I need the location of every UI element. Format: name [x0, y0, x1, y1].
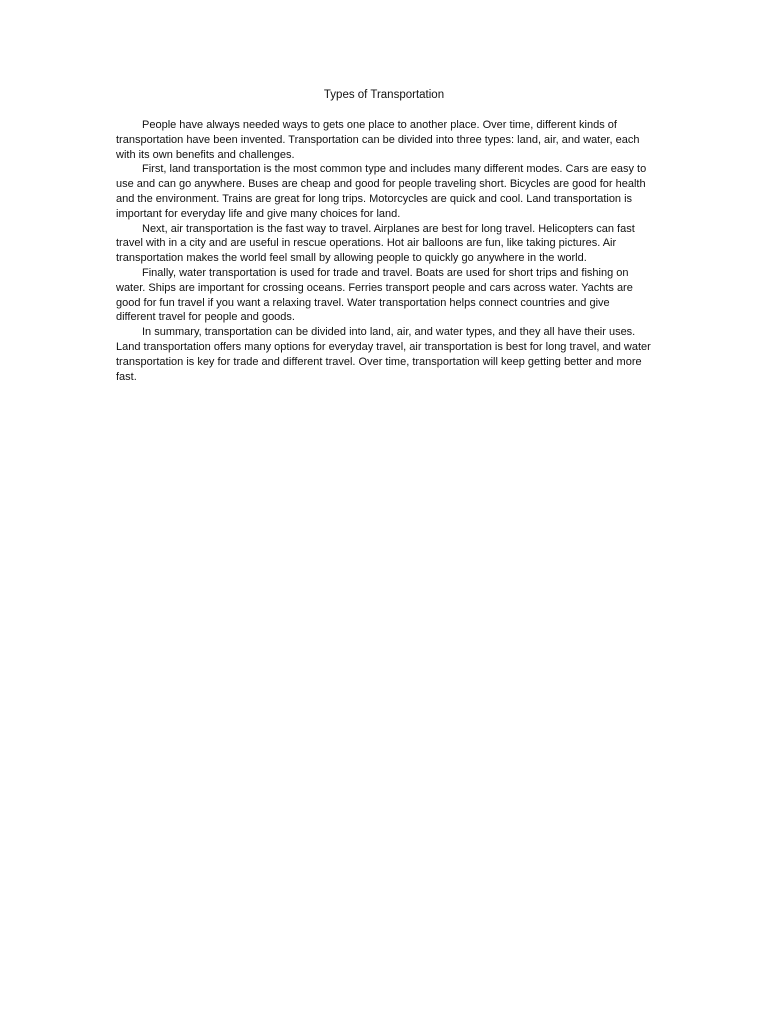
- paragraph-land: First, land transportation is the most common type and includes many different modes. Cars are easy to use and can go anywhere. Buses are cheap and good for people traveling short. Bicycles are good for health and the environment. Trains are great for long trips. Motorcycles are quick and cool. Land transportation is important for everyday life and give many choices for land.: [116, 163, 647, 220]
- paragraph-air: Next, air transportation is the fast way to travel. Airplanes are best for long travel. Helicopters can fast travel with in a city and are useful in rescue operations. Hot air balloons are fun, like taking pictures. Air transportation makes the world feel small by allowing people to quickly go anywhere in the world.: [116, 222, 635, 265]
- paragraph-intro: People have always needed ways to gets one place to another place. Over time, different kinds of transportation have been invented. Transportation can be divided into three types: land, air, and water, each with its own benefits and challenges.: [116, 119, 640, 161]
- paragraph-water: Finally, water transportation is used for trade and travel. Boats are used for short trips and fishing on water. Ships are important for crossing oceans. Ferries transport people and cars across water. Yachts are good for fun travel if you want a relaxing travel. Water transportation helps connect countries and give different travel for people and goods.: [116, 266, 633, 324]
- paragraph-summary: In summary, transportation can be divided into land, air, and water types, and they all have their uses. Land transportation offers many options for everyday travel, air transportation is best for long travel, and water transportation is key for trade and different travel. Over time, transportation will keep getting better and more fast.: [116, 326, 651, 383]
- document-body: [116, 118, 652, 384]
- document-title: Types of Transportation: [323, 89, 445, 101]
